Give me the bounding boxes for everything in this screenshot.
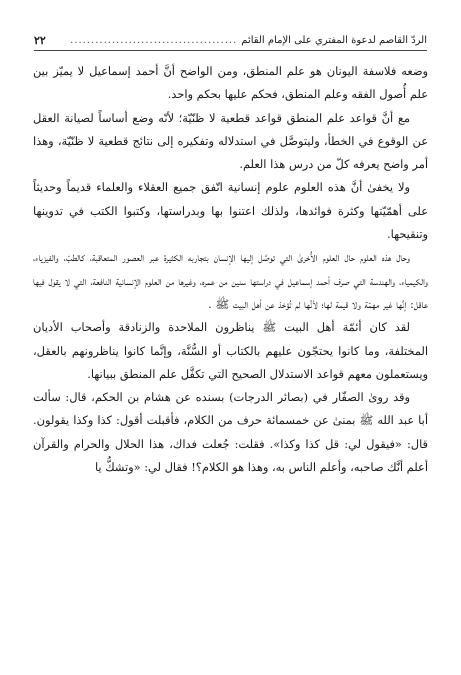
paragraph-3: ولا يخفىٰ أنَّ هذه العلوم علوم إنسانية اتّفق جميع العقلاء والعلماء قديماً وحديثاً على أهمّيّتها وكثرة فوائدها، ولذلك اعتنوا بها وبدراستها، وكتبوا الكتب في تدوينها وتنقيحها. — [33, 180, 428, 242]
leader-dots: ........................................ — [70, 35, 238, 46]
body-text — [33, 60, 428, 663]
paragraph-5: لقد كان أئمّة أهل البيت ﷺ يناظرون الملاحدة والزنادقة وأصحاب الأديان المختلفة، وما كانوا يحتجّون عليهم بالكتاب أو السُّنَّة، وإنَّما كانوا يناظرونهم بالعقل، ويستعملون معهم قواعد الاستدلال الصحيح التي تكفَّل علم المنطق ببيانها. — [33, 320, 428, 381]
paragraph-2: مع أنَّ قواعد علم المنطق قواعد قطعية لا ظنّيّة؛ لأنّه وضع أساساً لصيانة العقل عن الوقوع في الخطأ، وليتوصَّل في استدلاله وتفكيره إلى نتائج قطعية لا ظنّيّة، وهذا أمر واضح يعرفه كلّ من درس هذا العلم. — [33, 110, 428, 172]
running-header — [34, 30, 427, 51]
running-title: الردّ القاصم لدعوة المفتري على الإمام القائم — [241, 35, 427, 46]
paragraph-6: وقد روىٰ الصفّار في (بصائر الدرجات) بسنده عن هشام بن الحكم، قال: سألت أبا عبد الله ﷺ بمنىٰ عن خمسمائة حرف من الكلام، فأقبلت أقول: كذا وكذا يقولون. قال: «فيقول لي: قل كذا وكذا». فقلت: جُعلت فداك، هذا الحلال والحرام والقرآن أعلم أنَّك صاحبه، وأعلم الناس به، وهذا هو الكلام؟! فقال لي: «وتشكُّ يا — [33, 390, 428, 475]
paragraph-1: وضعه فلاسفة اليونان هو علم المنطق، ومن الواضح أنَّ أحمد إسماعيل لا يميّز بين علم أُصول الفقه وعلم المنطق، فحكم عليها بحكم واحد. — [33, 64, 428, 102]
paragraph-4: وحال هذه العلوم حال العلوم الأُخرىٰ التي توصَّل إليها الإنسان بتجاربه الكثيرة عبر العصور المتعاقبة، كالطبّ، والفيزياء، والكيمياء، والهندسة التي صرف أحمد إسماعيل في دراستها سنين من عمره، وغيرها من العلوم الإنسانية النافعة، التي لا يقول فيها عاقل: إنَّها غير مهمّة ولا قيمة لها؛ لأنَّها لم تُؤخذ عن أهل البيت ﷺ . — [33, 250, 428, 311]
page-number: ٢٢ — [34, 34, 46, 47]
